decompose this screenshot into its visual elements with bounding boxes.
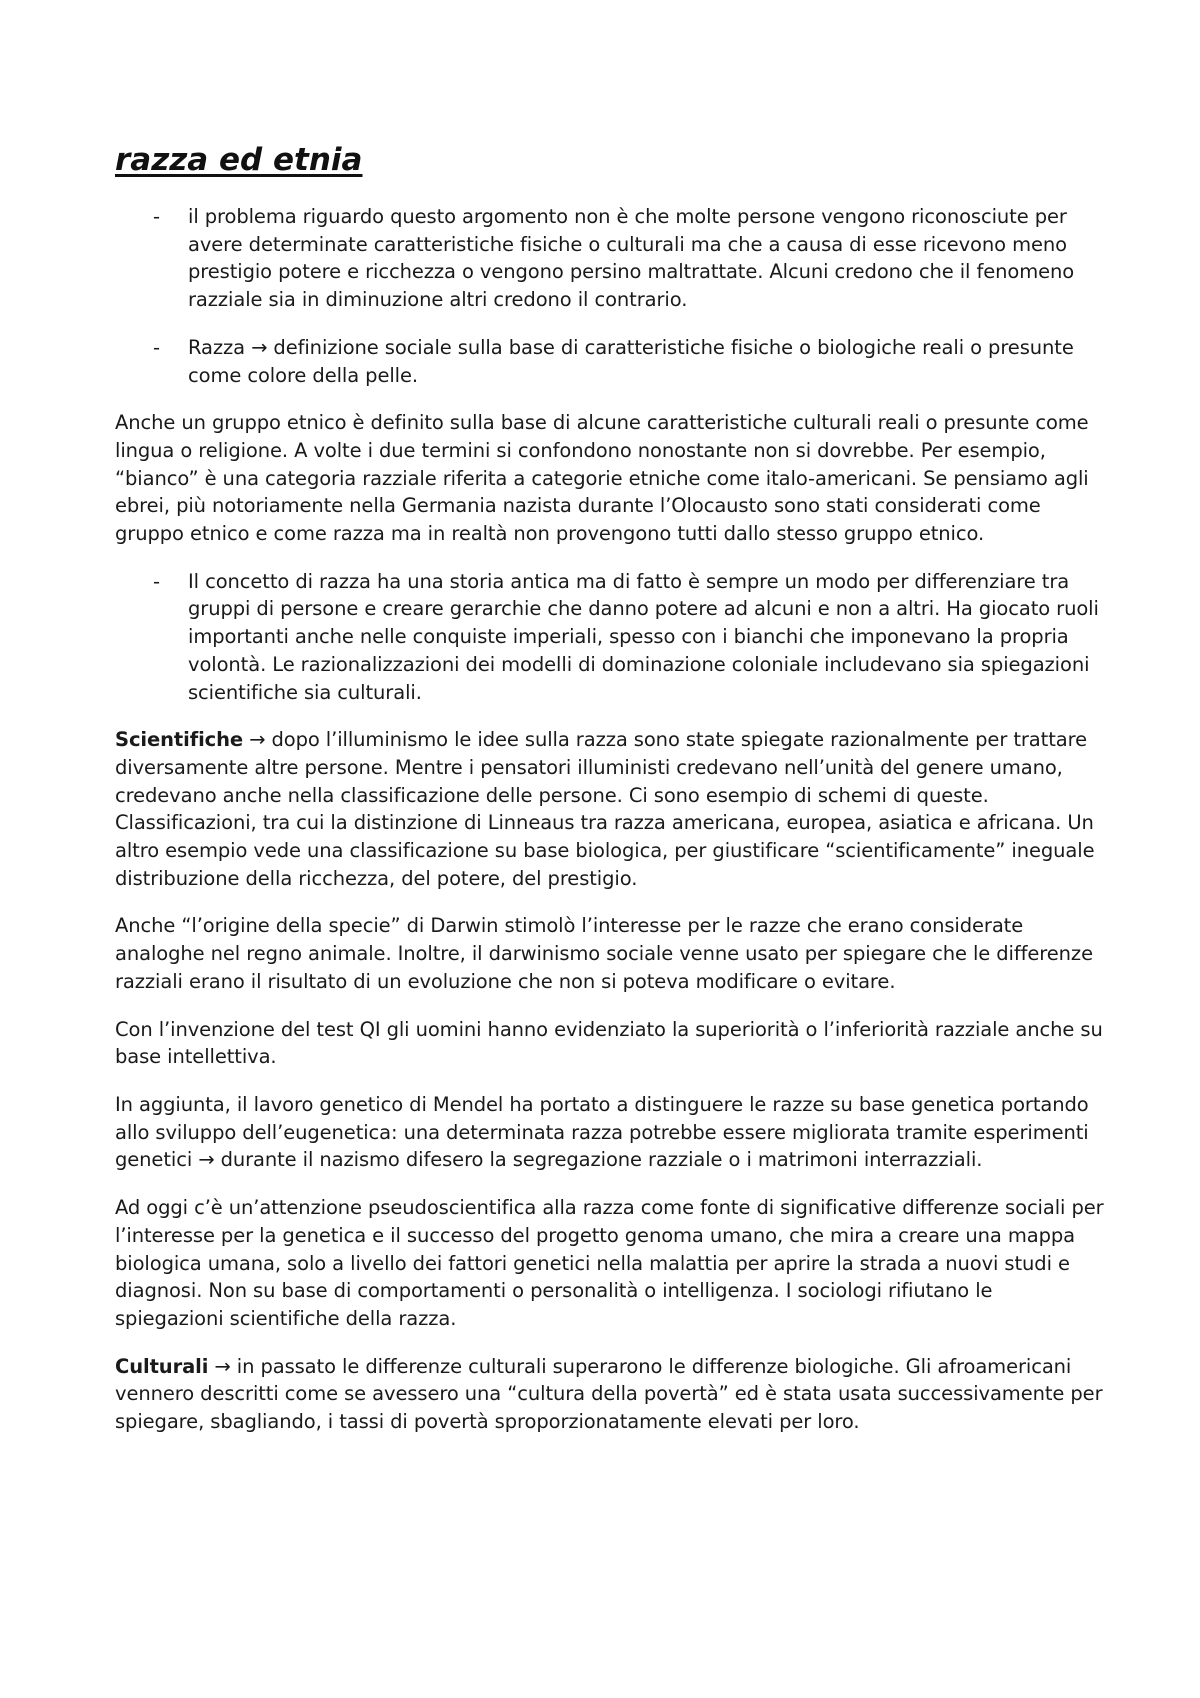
bullet-text: Razza → definizione sociale sulla base di caratteristiche fisiche o biologiche reali o presunte come colore della pelle. <box>188 335 1074 387</box>
paragraph: Ad oggi c’è un’attenzione pseudoscientifica alla razza come fonte di significative differenze sociali per l’interesse per la genetica e il successo del progetto genoma umano, che mira a creare una mappa biologica umana, solo a livello dei fattori genetici nella malattia per aprire la strada a nuovi studi e diagnosi. Non su base di comportamenti o personalità o intelligenza. I sociologi rifiutano le spiegazioni scientifiche della razza. <box>115 1196 1104 1330</box>
bullet-text: Il concetto di razza ha una storia antica ma di fatto è sempre un modo per differenziare tra gruppi di persone e creare gerarchie che danno potere ad alcuni e non a altri. Ha giocato ruoli importanti anche nelle conquiste imperiali, spesso con i bianchi che imponevano la propria volontà. Le razionalizzazioni dei modelli di dominazione coloniale includevano sia spiegazioni scientifiche sia culturali. <box>188 569 1099 704</box>
paragraph: In aggiunta, il lavoro genetico di Mendel ha portato a distinguere le razze su base genetica portando allo sviluppo dell’eugenetica: una determinata razza potrebbe essere migliorata tramite esperimenti genetici → durante il nazismo difesero la segregazione razziale o i matrimoni interrazziali. <box>115 1092 1089 1172</box>
bullet-dash: - <box>153 205 160 228</box>
bullet-item <box>115 203 1105 314</box>
bullet-item <box>115 568 1105 707</box>
paragraph <box>115 1353 1105 1436</box>
paragraph: Anche “l’origine della specie” di Darwin stimolò l’interesse per le razze che erano considerate analoghe nel regno animale. Inoltre, il darwinismo sociale venne usato per spiegare che le differenze razziali erano il risultato di un evoluzione che non si poteva modificare o evitare. <box>115 914 1093 993</box>
document-page <box>115 140 1105 1456</box>
paragraph: Con l’invenzione del test QI gli uomini hanno evidenziato la superiorità o l’inferiorità razziale anche su base intellettiva. <box>115 1017 1103 1069</box>
paragraph: Anche un gruppo etnico è definito sulla base di alcune caratteristiche culturali reali o presunte come lingua o religione. A volte i due termini si confondono nonostante non si dovrebbe. Per esempio, “bianco” è una categoria razziale riferita a categorie etniche come italo-americani. Se pensiamo agli ebrei, più notoriamente nella Germania nazista durante l’Olocausto sono stati considerati come gruppo etnico e come razza ma in realtà non provengono tutti dallo stesso gruppo etnico. <box>115 411 1089 546</box>
bullet-dash: - <box>153 569 160 593</box>
bullet-text: il problema riguardo questo argomento non è che molte persone vengono riconosciute per avere determinate caratteristiche fisiche o culturali ma che a causa di esse ricevono meno prestigio potere e ricchezza o vengono persino maltrattate. Alcuni credono che il fenomeno razziale sia in diminuzione altri credono il contrario. <box>188 205 1075 312</box>
section-heading: Scientifiche <box>115 728 244 752</box>
bullet-dash: - <box>153 335 160 359</box>
document-title: razza ed etnia <box>115 142 363 178</box>
section-heading: Culturali <box>115 1354 209 1378</box>
bullet-item <box>115 334 1105 389</box>
paragraph-text: → in passato le differenze culturali superarono le differenze biologiche. Gli afroamericani vennero descritti come se avessero una “cultura della povertà” ed è stata usata successivamente per spiegare, sbagliando, i tassi di povertà sproporzionatamente elevati per loro. <box>115 1354 1103 1434</box>
paragraph-text: → dopo l’illuminismo le idee sulla razza sono state spiegate razionalmente per trattare diversamente altre persone. Mentre i pensatori illuministi credevano nell’unità del genere umano, credevano anche nella classificazione delle persone. Ci sono esempio di schemi di queste. Classificazioni, tra cui la distinzione di Linneaus tra razza americana, europea, asiatica e africana. Un altro esempio vede una classificazione su base biologica, per giustificare “scientificamente” ineguale distribuzione della ricchezza, del potere, del prestigio. <box>115 728 1095 890</box>
paragraph <box>115 726 1105 892</box>
